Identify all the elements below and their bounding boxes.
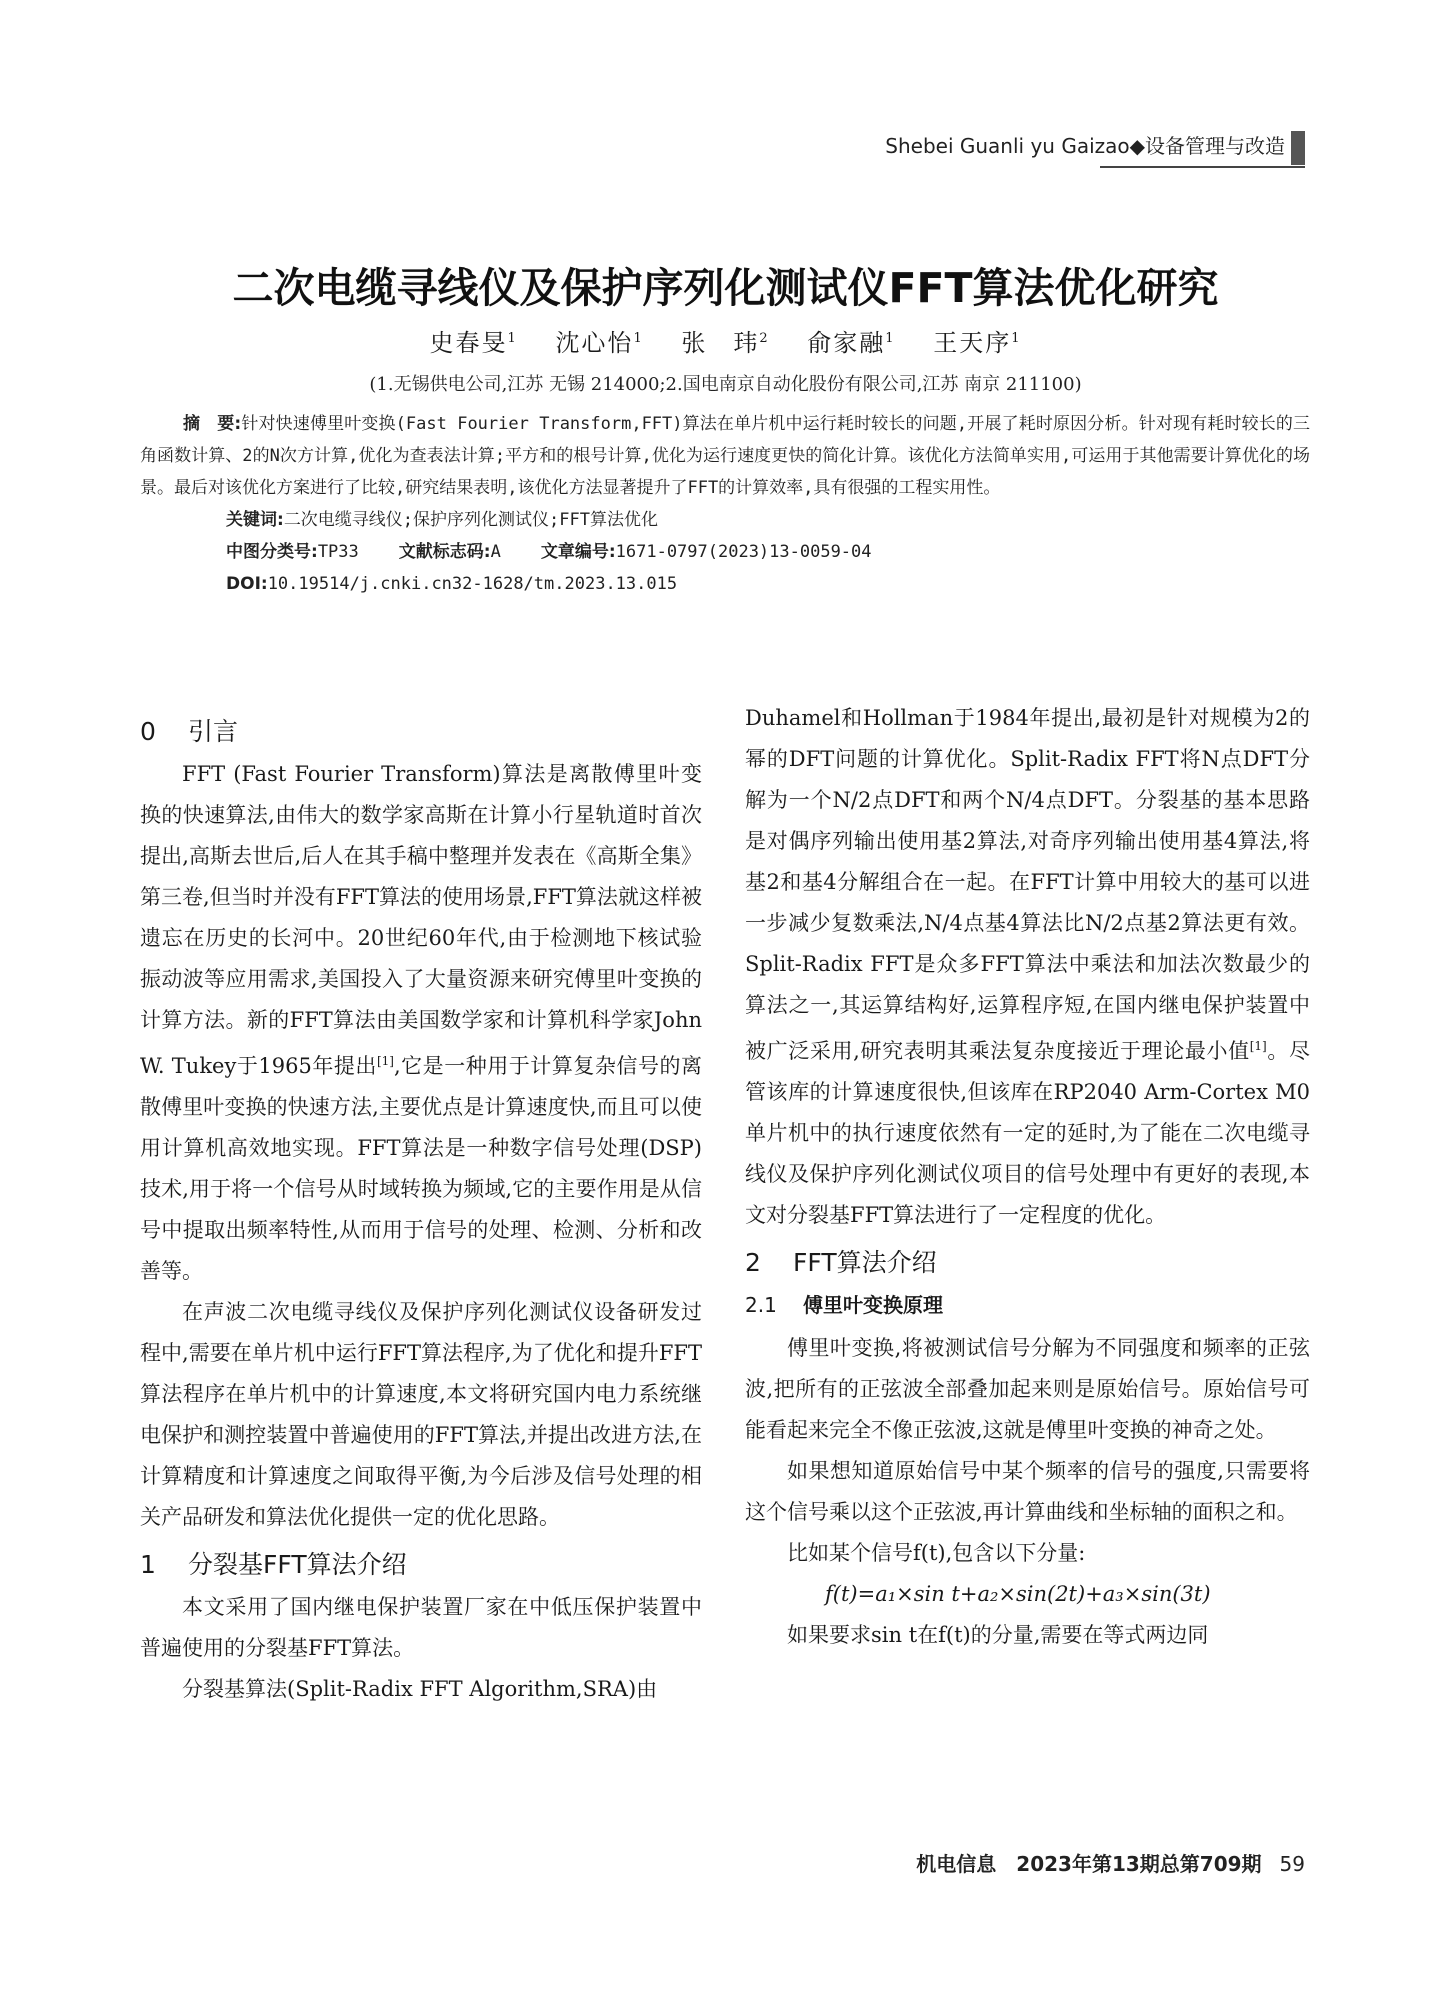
abstract bbox=[140, 408, 1310, 504]
paragraph: 傅里叶变换,将被测试信号分解为不同强度和频率的正弦波,把所有的正弦波全部叠加起来则是原始信号。原始信号可能看起来完全不像正弦波,这就是傅里叶变换的神奇之处。 bbox=[745, 1336, 1310, 1442]
abstract-label: 摘 要: bbox=[183, 414, 242, 434]
section-heading: 1 分裂基FFT算法介绍 bbox=[140, 1550, 407, 1579]
abstract-text: 针对快速傅里叶变换(Fast Fourier Transform,FFT)算法在单片机中运行耗时较长的问题,开展了耗时原因分析。针对现有耗时较长的三角函数计算、2的N次方计算,优化为查表法计算;平方和的根号计算,优化为运行速度更快的简化计算。该优化方法简单实用,可运用于其他需要计算优化的场景。最后对该优化方案进行了比较,研究结果表明,该优化方法显著提升了FFT的计算效率,具有很强的工程实用性。 bbox=[140, 414, 1310, 498]
paragraph: 在声波二次电缆寻线仪及保护序列化测试仪设备研发过程中,需要在单片机中运行FFT算法程序,为了优化和提升FFT算法程序在单片机中的计算速度,本文将研究国内电力系统继电保护和测控装置中普遍使用的FFT算法,并提出改进方法,在计算精度和计算速度之间取得平衡,为今后涉及信号处理的相关产品研发和算法优化提供一定的优化思路。 bbox=[140, 1300, 702, 1529]
author: 史春旻$^1$ bbox=[429, 329, 518, 357]
paragraph: 本文采用了国内继电保护装置厂家在中低压保护装置中普遍使用的分裂基FFT算法。 bbox=[140, 1595, 702, 1660]
paragraph: 如果要求sin t在f(t)的分量,需要在等式两边同 bbox=[787, 1623, 1209, 1647]
doi-line: DOI:10.19514/j.cnki.cn32-1628/tm.2023.13.015 bbox=[226, 574, 678, 594]
affiliation: (1.无锡供电公司,江苏 无锡 214000;2.国电南京自动化股份有限公司,江苏 南京 211100) bbox=[369, 374, 1082, 395]
running-head-text: Shebei Guanli yu Gaizao◆设备管理与改造 bbox=[885, 134, 1285, 158]
page-footer bbox=[0, 1848, 1305, 1877]
author: 沈心怡$^1$ bbox=[555, 329, 644, 357]
running-head-underline bbox=[1100, 166, 1305, 168]
paragraph: 比如某个信号f(t),包含以下分量: bbox=[787, 1541, 1086, 1565]
paragraph: 分裂基算法(Split-Radix FFT Algorithm,SRA)由 bbox=[182, 1677, 658, 1701]
right-column bbox=[745, 698, 1310, 1656]
section-heading: 0 引言 bbox=[140, 717, 239, 746]
author: 俞家融$^1$ bbox=[807, 329, 896, 357]
journal-issue: 机电信息 2023年第13期总第709期 bbox=[916, 1852, 1262, 1876]
subsection-heading: 2.1 傅里叶变换原理 bbox=[745, 1293, 943, 1317]
paragraph: Duhamel和Hollman于1984年提出,最初是针对规模为2的幂的DFT问题的计算优化。Split-Radix FFT将N点DFT分解为一个N/2点DFT和两个N/4点DFT。分裂基的基本思路是对偶序列输出使用基2算法,对奇序列输出使用基4算法,将基2和基4分解组合在一起。在FFT计算中用较大的基可以进一步减少复数乘法,N/4点基4算法比N/2点基2算法更有效。Split-Radix FFT是众多FFT算法中乘法和加法次数最少的算法之一,其运算结构好,运算程序短,在国内继电保护装置中被广泛采用,研究表明其乘法复杂度接近于理论最小值[1]。尽管该库的计算速度很快,但该库在RP2040 Arm-Cortex M0单片机中的执行速度依然有一定的延时,为了能在二次电缆寻线仪及保护序列化测试仪项目的信号处理中有更好的表现,本文对分裂基FFT算法进行了一定程度的优化。 bbox=[745, 706, 1310, 1227]
paragraph: 如果想知道原始信号中某个频率的信号的强度,只需要将这个信号乘以这个正弦波,再计算曲线和坐标轴的面积之和。 bbox=[745, 1459, 1310, 1524]
paper-title: 二次电缆寻线仪及保护序列化测试仪FFT算法优化研究 bbox=[232, 264, 1219, 312]
page-number: 59 bbox=[1279, 1852, 1305, 1876]
author: 张 玮$^2$ bbox=[681, 329, 770, 357]
running-head-bar bbox=[1291, 131, 1305, 165]
section-heading: 2 FFT算法介绍 bbox=[745, 1248, 937, 1277]
left-column bbox=[140, 705, 702, 1710]
author: 王天序$^1$ bbox=[933, 329, 1022, 357]
running-head bbox=[0, 130, 1305, 165]
author-list bbox=[0, 323, 1451, 358]
keywords: 关键词:二次电缆寻线仪;保护序列化测试仪;FFT算法优化 bbox=[226, 510, 658, 530]
formula: f(t)=a₁×sin t+a₂×sin(2t)+a₃×sin(3t) bbox=[825, 1582, 1211, 1606]
abstract-block bbox=[140, 408, 1310, 600]
classification-line: 中图分类号:TP33 文献标志码:A 文章编号:1671-0797(2023)13-0059-04 bbox=[226, 542, 872, 562]
paragraph: FFT (Fast Fourier Transform)算法是离散傅里叶变换的快速算法,由伟大的数学家高斯在计算小行星轨道时首次提出,高斯去世后,后人在其手稿中整理并发表在《高斯全集》第三卷,但当时并没有FFT算法的使用场景,FFT算法就这样被遗忘在历史的长河中。20世纪60年代,由于检测地下核试验振动波等应用需求,美国投入了大量资源来研究傅里叶变换的计算方法。新的FFT算法由美国数学家和计算机科学家John W. Tukey于1965年提出[1],它是一种用于计算复杂信号的离散傅里叶变换的快速方法,主要优点是计算速度快,而且可以使用计算机高效地实现。FFT算法是一种数字信号处理(DSP)技术,用于将一个信号从时域转换为频域,它的主要作用是从信号中提取出频率特性,从而用于信号的处理、检测、分析和改善等。 bbox=[140, 762, 702, 1283]
